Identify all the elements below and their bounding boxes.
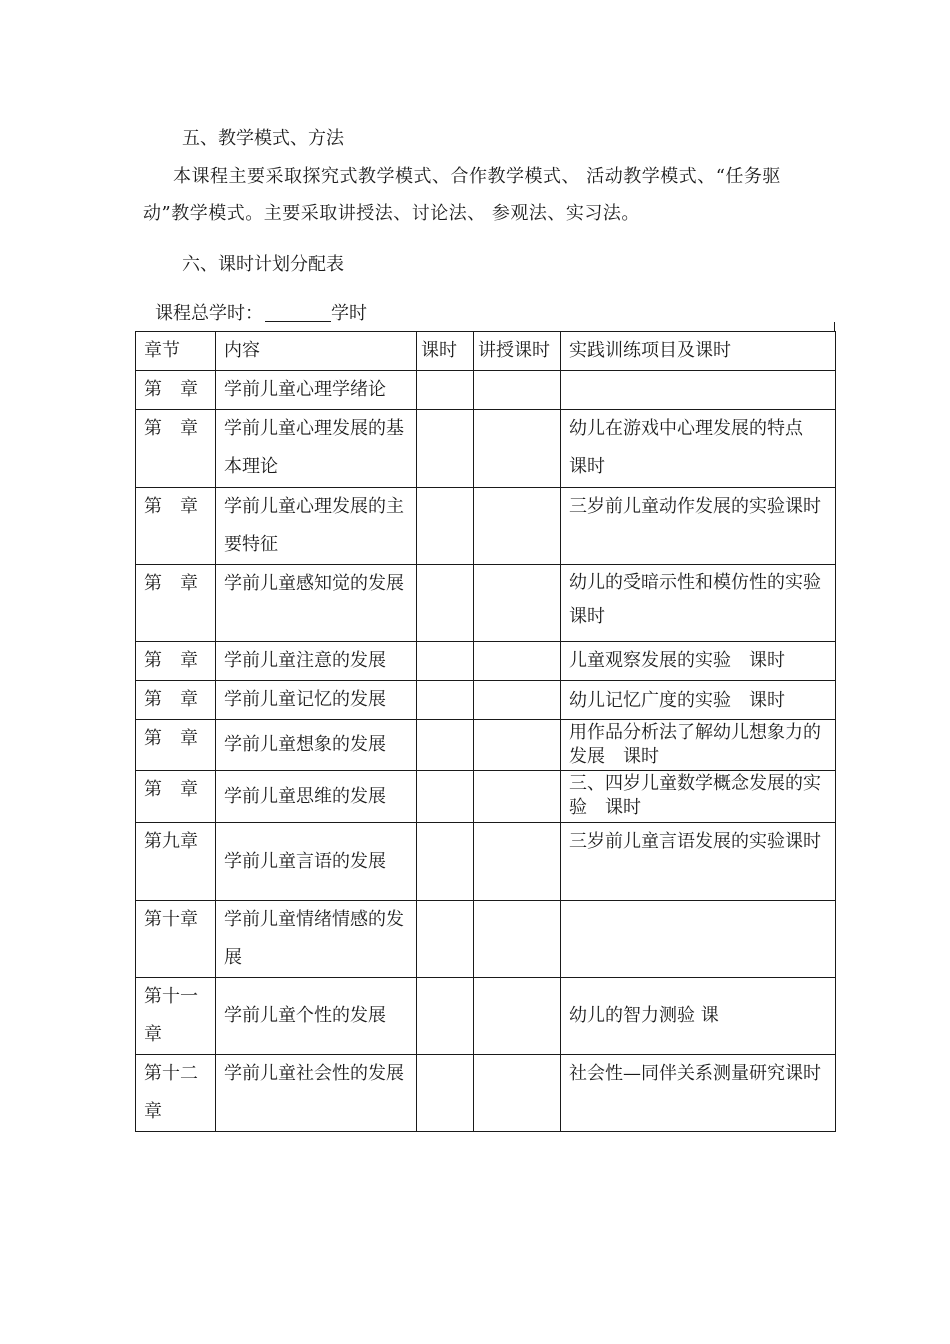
table-row bbox=[136, 720, 836, 771]
lecture-cell bbox=[474, 565, 561, 642]
content-cell: 学前儿童心理发展的基本理论 bbox=[216, 410, 417, 488]
hours-cell bbox=[417, 901, 474, 978]
hours-cell bbox=[417, 371, 474, 410]
section-heading-hour-plan: 六、课时计划分配表 bbox=[182, 254, 344, 275]
table-row bbox=[136, 488, 836, 565]
content-cell: 学前儿童心理发展的主要特征 bbox=[216, 488, 417, 565]
hours-cell bbox=[417, 410, 474, 488]
practice-cell: 儿童观察发展的实验 课时 bbox=[561, 642, 836, 681]
table-row bbox=[136, 1055, 836, 1132]
chapter-cell: 第 章 bbox=[136, 565, 216, 642]
hours-cell bbox=[417, 720, 474, 771]
total-hours-blank bbox=[265, 303, 331, 322]
chapter-cell: 第 章 bbox=[136, 642, 216, 681]
table-row bbox=[136, 978, 836, 1055]
content-cell: 学前儿童思维的发展 bbox=[216, 771, 417, 823]
chapter-cell: 第九章 bbox=[136, 823, 216, 901]
header-lecture-hours: 讲授课时 bbox=[474, 332, 561, 371]
chapter-cell: 第十二章 bbox=[136, 1055, 216, 1132]
practice-cell: 三、四岁儿童数学概念发展的实验 课时 bbox=[561, 771, 836, 823]
content-cell: 学前儿童记忆的发展 bbox=[216, 681, 417, 720]
chapter-cell: 第 章 bbox=[136, 371, 216, 410]
header-hours: 课时 bbox=[417, 332, 474, 371]
practice-cell bbox=[561, 371, 836, 410]
header-chapter: 章节 bbox=[136, 332, 216, 371]
chapter-cell: 第 章 bbox=[136, 488, 216, 565]
total-hours-label: 课程总学时： bbox=[155, 303, 263, 324]
chapter-cell: 第 章 bbox=[136, 771, 216, 823]
chapter-cell: 第 章 bbox=[136, 410, 216, 488]
header-practice: 实践训练项目及课时 bbox=[561, 332, 836, 371]
table-row bbox=[136, 565, 836, 642]
content-cell: 学前儿童想象的发展 bbox=[216, 720, 417, 771]
hours-cell bbox=[417, 565, 474, 642]
practice-cell: 用作品分析法了解幼儿想象力的发展 课时 bbox=[561, 720, 836, 771]
content-cell: 学前儿童情绪情感的发展 bbox=[216, 901, 417, 978]
chapter-cell: 第 章 bbox=[136, 681, 216, 720]
practice-cell: 三岁前儿童言语发展的实验课时 bbox=[561, 823, 836, 901]
content-cell: 学前儿童心理学绪论 bbox=[216, 371, 417, 410]
chapter-cell: 第 章 bbox=[136, 720, 216, 771]
content-cell: 学前儿童社会性的发展 bbox=[216, 1055, 417, 1132]
table-row bbox=[136, 410, 836, 488]
lecture-cell bbox=[474, 978, 561, 1055]
content-cell: 学前儿童个性的发展 bbox=[216, 978, 417, 1055]
table-row bbox=[136, 681, 836, 720]
practice-cell: 幼儿记忆广度的实验 课时 bbox=[561, 681, 836, 720]
lecture-cell bbox=[474, 681, 561, 720]
table-row bbox=[136, 901, 836, 978]
lecture-cell bbox=[474, 901, 561, 978]
chapter-cell: 第十章 bbox=[136, 901, 216, 978]
header-content: 内容 bbox=[216, 332, 417, 371]
lecture-cell bbox=[474, 410, 561, 488]
practice-cell: 幼儿在游戏中心理发展的特点 课时 bbox=[561, 410, 836, 488]
hours-cell bbox=[417, 1055, 474, 1132]
lecture-cell bbox=[474, 371, 561, 410]
content-cell: 学前儿童注意的发展 bbox=[216, 642, 417, 681]
practice-cell: 三岁前儿童动作发展的实验课时 bbox=[561, 488, 836, 565]
practice-cell: 社会性—同伴关系测量研究课时 bbox=[561, 1055, 836, 1132]
hours-cell bbox=[417, 681, 474, 720]
lecture-cell bbox=[474, 488, 561, 565]
table-header-row bbox=[136, 332, 836, 371]
table-row bbox=[136, 771, 836, 823]
lecture-cell bbox=[474, 1055, 561, 1132]
table-row bbox=[136, 642, 836, 681]
content-cell: 学前儿童感知觉的发展 bbox=[216, 565, 417, 642]
practice-cell bbox=[561, 901, 836, 978]
lecture-cell bbox=[474, 720, 561, 771]
content-cell: 学前儿童言语的发展 bbox=[216, 823, 417, 901]
hour-plan-table bbox=[135, 331, 839, 1132]
lecture-cell bbox=[474, 823, 561, 901]
table-row bbox=[136, 823, 836, 901]
hours-cell bbox=[417, 823, 474, 901]
practice-cell: 幼儿的智力测验 课 bbox=[561, 978, 836, 1055]
total-hours-unit: 学时 bbox=[331, 303, 367, 324]
teaching-mode-paragraph: 本课程主要采取探究式教学模式、合作教学模式、 活动教学模式、“任务驱动”教学模式。主要采取讲授法、讨论法、 参观法、实习法。 bbox=[143, 166, 781, 224]
hours-cell bbox=[417, 642, 474, 681]
lecture-cell bbox=[474, 642, 561, 681]
hours-cell bbox=[417, 771, 474, 823]
lecture-cell bbox=[474, 771, 561, 823]
total-hours-line bbox=[155, 302, 367, 326]
table-row bbox=[136, 371, 836, 410]
chapter-cell: 第十一章 bbox=[136, 978, 216, 1055]
hours-cell bbox=[417, 978, 474, 1055]
practice-cell: 幼儿的受暗示性和模仿性的实验 课时 bbox=[561, 565, 836, 642]
hours-cell bbox=[417, 488, 474, 565]
section-heading-teaching-mode: 五、教学模式、方法 bbox=[182, 128, 344, 149]
